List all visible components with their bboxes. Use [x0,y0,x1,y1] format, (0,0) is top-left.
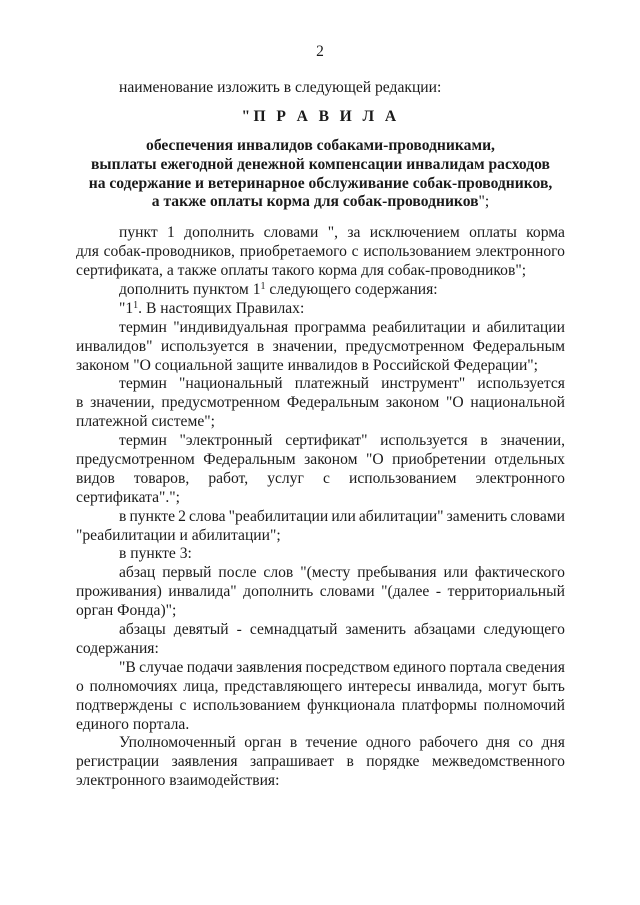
justified-line [76,432,565,451]
word: абзацы [119,621,166,639]
word: случае [139,658,184,676]
word: отдельных [494,451,565,469]
last-line: "реабилитации и абилитации"; [76,526,281,544]
paragraph-punkt-1 [76,224,565,281]
word: фактического [474,564,565,582]
word: дополнить [243,583,314,601]
word: заявления [236,658,303,676]
paragraph-abzacy-devyatyi [76,621,565,659]
word: полномочиях [89,677,178,695]
word: исключением [369,224,460,242]
text-run: "1 [119,299,134,317]
word: слов [263,564,294,582]
justified-line [76,734,565,753]
word: и [471,318,481,336]
word: "(месту [300,564,351,582]
justified-line [76,224,565,243]
word: заявления [171,753,238,771]
word: девятый [173,621,229,639]
justified-line [76,470,565,489]
word: после [218,564,257,582]
word: термин [119,318,167,336]
justified-line [76,394,565,413]
last-line: электронного взаимодействия: [76,772,280,790]
word: значении, [90,394,155,412]
word: для [76,243,99,261]
word: термин [119,375,167,393]
justified-line [76,621,565,640]
paragraph-termin-es [76,432,565,508]
word: семнадцатый [249,621,338,639]
justified-line [76,678,565,697]
justified-line [76,753,565,772]
superscript: 1 [260,281,266,293]
word: "реабилитации [228,507,329,525]
word: ", [327,224,338,242]
word: предусмотренном [161,394,281,412]
word: сертификат" [285,432,368,450]
paragraph-punkt-2 [76,508,565,546]
paragraph-nastoyashchih-pravilah [76,300,565,319]
justified-line [76,564,565,583]
word: приобретении [392,451,486,469]
word: единого [393,658,447,676]
word: за [347,224,361,242]
word: предусмотренном [345,337,465,355]
word: регистрации [76,753,160,771]
rules-title-line: выплаты ежегодной денежной компенсации инвалидам расходов [91,155,550,173]
word: реабилитации [372,318,466,336]
word: инвалида, [416,677,483,695]
word: словами [319,583,375,601]
paragraph-termin-npi [76,375,565,432]
word: используется [380,432,468,450]
word: в [289,734,298,752]
word: 2 [178,507,186,525]
rules-title-tail: "; [478,193,490,211]
word: лица, [183,677,219,695]
word: используется [160,337,249,355]
word: в [76,394,84,412]
last-line: законом "О социальной защите инвалидов в Российской Федерации"; [76,356,538,374]
word: корма [526,224,565,242]
word: Федеральным [203,451,296,469]
justified-line [76,451,565,470]
paragraph-upolnomochennyi [76,734,565,791]
word: "индивидуальная [173,318,289,336]
word: электронного [475,469,565,487]
justified-line [76,508,565,527]
word: в [256,337,265,355]
word: посредством [305,658,390,676]
word: словами [263,224,319,242]
word: видов [76,469,115,487]
word: в [119,507,127,525]
word: 1 [167,224,175,242]
word: инструмент" [381,375,466,393]
word: значении, [272,337,338,355]
word: порядке [366,753,420,771]
justified-line [76,697,565,716]
word: законом [385,394,440,412]
paragraph-dopolnit-punktom [76,281,565,300]
word: национальной [470,394,565,412]
word: приобретаемого [239,243,347,261]
word: с [351,243,359,261]
word: - [435,583,442,601]
word: представляющего [224,677,343,695]
word: дня [486,734,510,752]
word: слова [189,507,226,525]
word: собак-проводников, [103,243,235,261]
word: законом [304,451,358,469]
word: использованием [363,243,471,261]
word: рабочего [419,734,479,752]
justified-line [76,243,565,262]
word: "В [119,658,136,676]
rules-title-line: обеспечения инвалидов собаками-проводниками, [146,136,495,154]
word: со [518,734,534,752]
word: портала [449,658,502,676]
word: - [236,621,242,639]
word: быть [532,677,565,695]
word: орган [244,734,282,752]
word: программа [294,318,367,336]
word: первый [162,564,212,582]
word: пункт [119,224,158,242]
word: платежный [294,375,370,393]
word: полномочий [483,696,565,714]
paragraph-v-sluchae [76,659,565,735]
word: сведения [505,658,565,676]
word: межведомственного [431,753,565,771]
word: с [179,696,187,714]
justified-line [76,375,565,394]
word: термин [119,432,167,450]
last-line: содержания: [76,639,159,657]
last-line: орган Фонда)"; [76,602,177,620]
intro-line: наименование изложить в следующей редакции: [119,79,442,96]
last-line: сертификата"."; [76,488,180,506]
word: инвалидов" [76,337,153,355]
word: использованием [348,469,457,487]
word: подтверждены [76,696,173,714]
word: использованием [193,696,301,714]
word: следующего [483,621,565,639]
page-number: 2 [316,43,324,60]
word: Уполномоченный [119,734,236,752]
word: с [322,469,330,487]
word: интересы [348,677,411,695]
paragraph-termin-ipr [76,319,565,376]
word: проживания) [76,583,162,601]
word: одного [365,734,412,752]
word: используется [477,375,565,393]
word: могут [488,677,527,695]
superscript: 1 [133,299,139,311]
word: Федеральным [472,337,565,355]
rules-heading: "П Р А В И Л А [241,107,400,125]
word: заменить [446,507,508,525]
word: абилитации [486,318,565,336]
justified-line [76,583,565,602]
word: пункте [129,507,176,525]
word: территориальный [447,583,565,601]
justified-line [76,319,565,338]
word: товаров, [133,469,190,487]
word: дня [541,734,565,752]
word: абилитации" [358,507,444,525]
word: предусмотренном [76,451,195,469]
word: подачи [186,658,233,676]
last-line: единого портала. [76,715,190,733]
word: "(далее [381,583,430,601]
word: в [346,753,354,771]
last-line: платежной системе"; [76,413,215,431]
paragraph-punkt-3: в пункте 3: [119,545,192,563]
word: электронного [475,243,565,261]
word: абзацами [413,621,476,639]
word: заменить [345,621,406,639]
word: в [480,432,488,450]
word: функционала [307,696,396,714]
last-line: сертификата, а также оплаты такого корма для собак-проводников"; [76,262,527,280]
word: о [76,677,84,695]
text-run: . В настоящих Правилах: [138,299,305,317]
word: значении, [500,432,565,450]
rules-title-line: на содержание и ветеринарное обслуживание собак-проводников, [88,174,553,192]
word: словами [510,507,565,525]
word: запрашивает [249,753,335,771]
word: пребывания [357,564,437,582]
word: дополнить [184,224,255,242]
word: или [443,564,468,582]
paragraph-abzac-pervyi [76,564,565,621]
text-run: дополнить пунктом 1 [119,281,261,299]
word: платформы [401,696,478,714]
word: оплаты [469,224,517,242]
rules-title-text: а также оплаты корма для собак-проводников [151,193,479,211]
text-run: следующего содержания: [265,281,438,299]
word: "электронный [179,432,273,450]
word: работ, [208,469,249,487]
word: инвалида" [168,583,237,601]
word: "О [366,451,384,469]
word: Федеральным [286,394,380,412]
word: "национальный [178,375,283,393]
word: абзац [119,564,156,582]
justified-line [76,659,565,678]
justified-line [76,338,565,357]
document-body [76,79,565,791]
word: "О [446,394,464,412]
rules-title-last-line [76,193,565,212]
word: или [331,507,356,525]
word: услуг [267,469,304,487]
word: течение [305,734,358,752]
